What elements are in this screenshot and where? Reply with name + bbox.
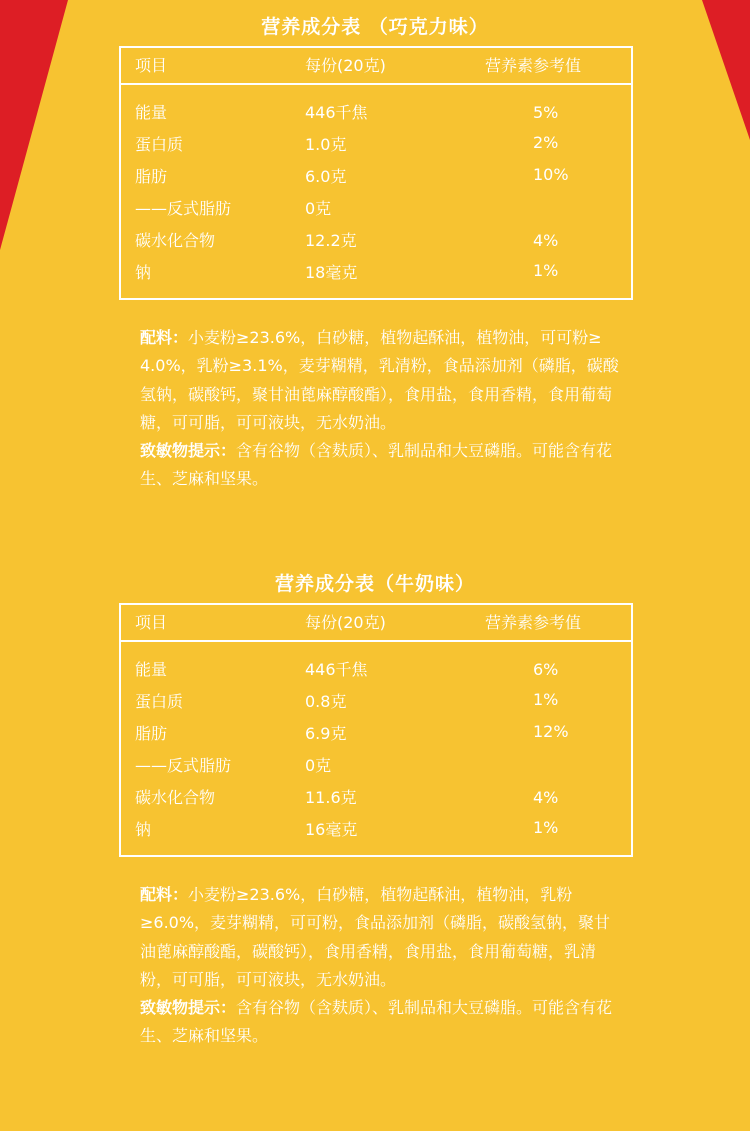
table-body — [121, 642, 631, 855]
row-amount: 446千焦 — [305, 660, 368, 679]
header-nrv: 营养素参考值 — [485, 56, 582, 75]
allergen-paragraph — [140, 994, 620, 1051]
row-nrv: 6% — [533, 660, 559, 679]
row-amount: 6.0克 — [305, 167, 347, 186]
header-item: 项目 — [135, 613, 168, 632]
row-item: 碳水化合物 — [135, 231, 216, 250]
section-title: 营养成分表 （巧克力味） — [261, 16, 489, 38]
row-amount: 16毫克 — [305, 820, 358, 839]
row-item: ——反式脂肪 — [135, 756, 232, 775]
row-amount: 12.2克 — [305, 231, 357, 250]
nutrition-table — [119, 603, 633, 857]
row-item: 脂肪 — [135, 724, 168, 743]
allergen-label: 致敏物提示： — [140, 998, 237, 1018]
row-nrv: 4% — [533, 788, 559, 807]
row-item: ——反式脂肪 — [135, 199, 232, 218]
row-amount: 6.9克 — [305, 724, 347, 743]
ingredients-paragraph — [140, 881, 620, 994]
row-item: 蛋白质 — [135, 692, 184, 711]
header-item: 项目 — [135, 56, 168, 75]
allergen-label: 致敏物提示： — [140, 441, 237, 461]
row-item: 蛋白质 — [135, 135, 184, 154]
ingredients-label: 配料： — [140, 328, 189, 347]
row-amount: 18毫克 — [305, 263, 358, 282]
row-amount: 0.8克 — [305, 692, 347, 711]
row-amount: 1.0克 — [305, 135, 347, 154]
row-nrv: 1% — [533, 818, 559, 837]
row-amount: 446千焦 — [305, 103, 368, 122]
ingredients-label: 配料： — [140, 885, 189, 904]
row-item: 钠 — [135, 263, 152, 282]
allergen-text: 含有谷物（含麸质）、乳制品和大豆磷脂。可能含有花生、芝麻和坚果。 — [140, 998, 613, 1046]
header-per-serving: 每份(20克) — [305, 56, 386, 75]
row-nrv: 10% — [533, 165, 569, 184]
row-item: 能量 — [135, 660, 168, 679]
header-nrv: 营养素参考值 — [485, 613, 582, 632]
ingredients-text: 小麦粉≥23.6%，白砂糖，植物起酥油，植物油，乳粉≥6.0%，麦芽糊精，可可粉，食品添加剂（磷脂，碳酸氢钠，聚甘油蓖麻醇酸酯，碳酸钙），食用香精，食用盐，食用葡萄糖，乳清粉，可可脂，可可液块，无水奶油。 — [140, 885, 611, 989]
row-item: 碳水化合物 — [135, 788, 216, 807]
row-item: 能量 — [135, 103, 168, 122]
row-nrv: 2% — [533, 133, 559, 152]
row-nrv: 1% — [533, 261, 559, 280]
header-per-serving: 每份(20克) — [305, 613, 386, 632]
row-nrv: 1% — [533, 690, 559, 709]
row-nrv: 4% — [533, 231, 559, 250]
section-title: 营养成分表（牛奶味） — [274, 573, 475, 595]
row-amount: 11.6克 — [305, 788, 357, 807]
row-item: 钠 — [135, 820, 152, 839]
table-header — [121, 605, 631, 642]
row-nrv: 12% — [533, 722, 569, 741]
row-amount: 0克 — [305, 199, 332, 218]
ingredients-text: 小麦粉≥23.6%，白砂糖，植物起酥油，植物油，可可粉≥ 4.0%，乳粉≥3.1%，麦芽糊精，乳清粉，食品添加剂（磷脂，碳酸氢钠，碳酸钙，聚甘油蓖麻醇酸酯），食用盐，食用香精，食用葡萄糖，可可脂，可可液块，无水奶油。 — [140, 328, 619, 432]
allergen-text: 含有谷物（含麸质）、乳制品和大豆磷脂。可能含有花生、芝麻和坚果。 — [140, 441, 613, 489]
row-amount: 0克 — [305, 756, 332, 775]
row-nrv: 5% — [533, 103, 559, 122]
row-item: 脂肪 — [135, 167, 168, 186]
ingredients-notes — [140, 881, 620, 1051]
